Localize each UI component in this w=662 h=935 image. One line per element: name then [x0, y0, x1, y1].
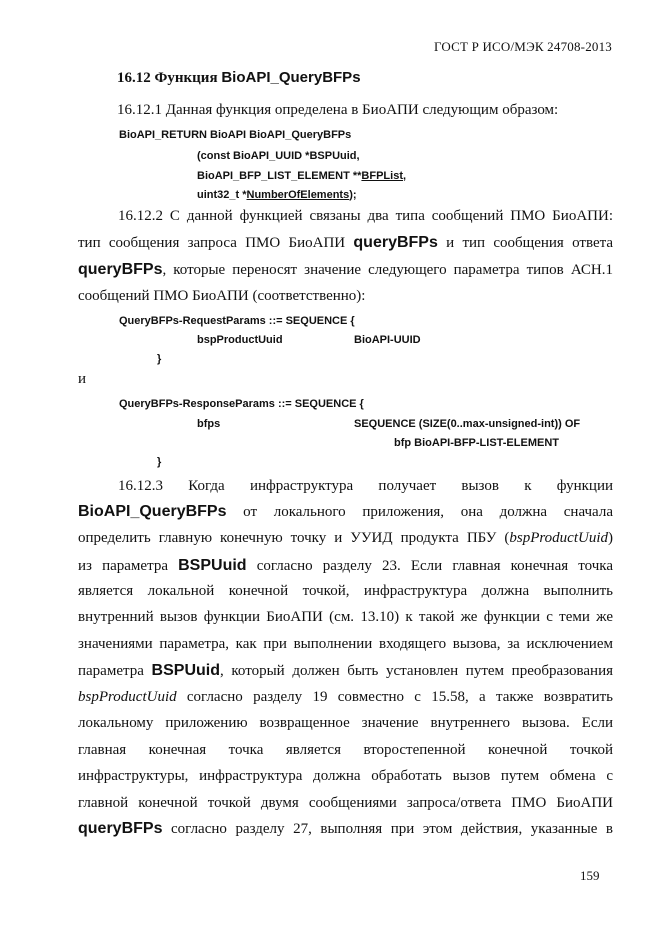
- code-line: QueryBFPs-ResponseParams ::= SEQUENCE {: [119, 398, 364, 410]
- code-line: BioAPI_RETURN BioAPI BioAPI_QueryBFPs: [119, 129, 352, 141]
- bold-term: BSPUuid: [178, 557, 247, 574]
- conjunction-and: и: [78, 371, 87, 387]
- paragraph-line: [78, 530, 613, 547]
- code-field: bspProductUuid: [197, 334, 283, 346]
- code-text: uint32_t *: [197, 189, 247, 201]
- code-line: [197, 170, 406, 182]
- paragraph-line: [78, 503, 613, 521]
- text-run: , который должен быть установлен путем преобразования: [220, 663, 613, 679]
- paragraph-16-12-1: 16.12.1 Данная функция определена в БиоАПИ следующим образом:: [117, 102, 559, 118]
- italic-term: bspProductUuid: [78, 689, 177, 705]
- bold-term: BSPUuid: [151, 662, 220, 679]
- text-run: и тип сообщения ответа: [437, 235, 613, 251]
- paragraph-line: внутренний вызов функции БиоАПИ (см. 13.10) к такой же функции с теми же: [78, 609, 613, 625]
- page-number: 159: [580, 868, 600, 883]
- text-run: согласно разделу 23. Если главная конечная точка: [246, 558, 613, 574]
- code-line: QueryBFPs-RequestParams ::= SEQUENCE {: [119, 315, 355, 327]
- code-type: BioAPI-UUID: [354, 334, 421, 346]
- paragraph-line: главная конечная точка является второстепенной конечной точкой: [78, 742, 613, 758]
- code-text: );: [349, 189, 357, 201]
- bold-term: BioAPI_QueryBFPs: [78, 503, 227, 520]
- paragraph-line: [78, 261, 613, 279]
- paragraph-line: 16.12.3 Когда инфраструктура получает вызов к функции: [118, 478, 613, 494]
- text-run: параметра: [78, 663, 152, 679]
- paragraph-line: главной конечной точкой двумя сообщениями запроса/ответа ПМО БиоАПИ: [78, 795, 613, 811]
- page-header: ГОСТ Р ИСО/МЭК 24708-2013: [433, 39, 612, 54]
- bold-term: queryBFPs: [78, 261, 163, 278]
- text-run: из параметра: [78, 558, 179, 574]
- paragraph-line: [78, 662, 613, 680]
- text-run: тип сообщения запроса ПМО БиоАПИ: [78, 235, 354, 251]
- text-run: от локального приложения, она должна сначала: [226, 504, 613, 520]
- paragraph-line: [78, 820, 613, 838]
- code-underlined-text: NumberOfElements: [246, 189, 350, 201]
- section-title: [117, 69, 361, 87]
- section-title-number: 16.12 Функция: [117, 70, 222, 86]
- paragraph-line: является локальной конечной точкой, инфраструктура должна выполнить: [78, 583, 613, 599]
- text-run: , которые переносят значение следующего параметра типов АСН.1: [162, 262, 613, 278]
- text-run: ): [608, 530, 613, 546]
- code-type: bfp BioAPI-BFP-LIST-ELEMENT: [394, 437, 559, 449]
- paragraph-line: инфраструктуры, инфраструктура должна обработать вызов путем обмена с: [78, 768, 613, 784]
- paragraph-line: локальному приложению возвращенное значение внутреннего вызова. Если: [78, 715, 613, 731]
- code-line: (const BioAPI_UUID *BSPUuid,: [197, 150, 360, 162]
- paragraph-line: [78, 234, 613, 252]
- code-underlined-text: BFPList: [361, 170, 403, 182]
- paragraph-line: [78, 557, 613, 575]
- section-title-function: BioAPI_QueryBFPs: [221, 69, 361, 86]
- paragraph-line: 16.12.2 С данной функцией связаны два типа сообщений ПМО БиоАПИ:: [118, 208, 613, 224]
- italic-term: bspProductUuid: [509, 530, 608, 546]
- code-close-brace: }: [157, 456, 162, 468]
- code-line: [197, 189, 357, 201]
- bold-term: queryBFPs: [353, 234, 438, 251]
- code-close-brace: }: [157, 353, 162, 365]
- code-field: bfps: [197, 418, 221, 430]
- code-text: BioAPI_BFP_LIST_ELEMENT **: [197, 170, 362, 182]
- text-run: согласно разделу 27, выполняя при этом действия, указанные в: [162, 821, 613, 837]
- code-text: ,: [402, 170, 407, 182]
- paragraph-line: значениями параметра, как при выполнении входящего вызова, за исключением: [78, 636, 613, 652]
- paragraph-line: сообщений ПМО БиоАПИ (соответственно):: [78, 288, 366, 304]
- code-type: SEQUENCE (SIZE(0..max-unsigned-int)) OF: [354, 418, 581, 430]
- text-run: согласно разделу 19 совместно с 15.58, а также возвратить: [176, 689, 613, 705]
- bold-term: queryBFPs: [78, 820, 163, 837]
- text-run: определить главную конечную точку и УУИД продукта ПБУ (: [78, 530, 510, 546]
- paragraph-line: [78, 689, 613, 706]
